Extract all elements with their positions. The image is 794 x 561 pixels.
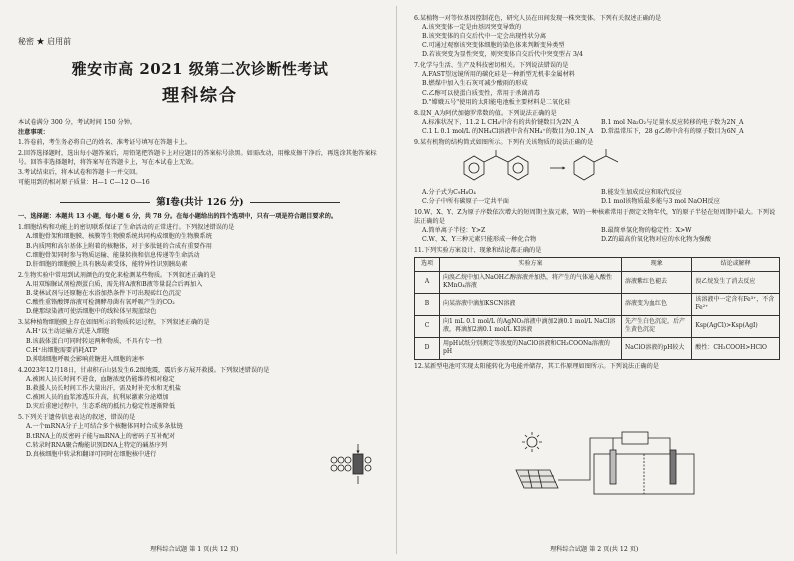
organic-structure-figure: [454, 148, 624, 188]
question-stem: 5.下列关于遗传信息表达的叙述，错误的是: [18, 414, 136, 422]
question-option: A.细胞骨架和细胞膜、核膜等生物膜系统共同构成细胞的生物膜系统: [26, 233, 212, 241]
question: [18, 223, 382, 269]
table-cell: Ksp(AgCl)>Ksp(AgI): [692, 315, 780, 337]
question-option: C.细胞骨架同时参与物质运输、能量转换和信息传递等生命活动: [26, 251, 200, 259]
question-option: B.该突变体的自交后代中一定会出现性状分离: [422, 32, 547, 40]
question-option: A.被困人员长时间不进食，血糖浓度仍能维持相对稳定: [26, 375, 175, 383]
experiment-table: [414, 257, 780, 360]
page-footer: 理科综合试题 第 1 页(共 12 页): [150, 546, 239, 553]
question-option: A.该突变体一定是由基因突变导致的: [422, 23, 522, 31]
table-cell: NaClO溶液的pH较大: [622, 337, 692, 359]
question-stem: 1.细胞结构和功能上的密切联系保证了生命活动的正常进行。下列叙述错误的是: [18, 224, 235, 232]
question-stem: 8.设N_A为阿伏加德罗常数的值。下列说法正确的是: [414, 109, 557, 117]
table-cell: C: [415, 315, 440, 337]
exam-title: 雅安市高 2021 级第二次诊断性考试: [71, 60, 329, 78]
question-option: B.能发生加成反应和取代反应: [601, 188, 682, 196]
question: [18, 366, 382, 412]
table-cell: 用pH试纸分别测定等浓度的NaClO溶液和CH₃COONa溶液的pH: [440, 337, 622, 359]
table-row: [415, 315, 780, 337]
question-option: B.最简单氢化物的稳定性：X>W: [601, 227, 692, 235]
question-stem: 10.W、X、Y、Z为原子序数依次增大的短周期主族元素，W的一种核素常用于测定文物年代，Y的原子半径在短周期中最大。下列说法正确的是: [414, 208, 776, 225]
question-option: D."嫦娥五号"使用的太阳能电池板主要材料是二氧化硅: [422, 98, 571, 106]
question-option: C.W、X、Y三种元素只能形成一种化合物: [422, 236, 537, 244]
table-header: 实验方案: [440, 258, 622, 272]
question-option: D.肝细胞的细胞膜上具有胰岛素受体，能特异性识别胰岛素: [26, 260, 188, 268]
secret-label: 秘密 ★ 启用前: [18, 37, 72, 46]
question-option: D.健那绿染液可使活细胞中的线粒体呈现蓝绿色: [26, 308, 157, 316]
table-cell: B: [415, 293, 440, 315]
note-line: 本试卷满分 300 分，考试时间 150 分钟。: [18, 119, 137, 126]
section-title: 第Ⅰ卷(共计 126 分): [18, 194, 382, 208]
question-stem: 7.化学与生活、生产及科技密切相关。下列说法错误的是: [414, 62, 569, 70]
question-option: A.分子式为C₉H₈O₄: [422, 188, 476, 196]
table-cell: 溴乙烷发生了消去反应: [692, 271, 780, 293]
question-option: B.燃煤中加入生石灰可减少酸雨的形成: [422, 80, 528, 88]
question-option: A.H⁺以主动运输方式进入细胞: [26, 328, 110, 336]
table-cell: D: [415, 337, 440, 359]
question-option: A.FAST望远镜所用的碳化硅是一种新型无机非金属材料: [422, 71, 575, 79]
question-option: D.抑制细胞呼吸会影响蔗糖进入细胞的速率: [26, 355, 145, 363]
question: [414, 138, 780, 207]
question: [414, 14, 780, 60]
question-option: D.Z的最高价氧化物对应的水化物为强酸: [601, 236, 712, 244]
table-cell: 向某溶液中滴加KSCN溶液: [440, 293, 622, 315]
question-option: D.若该突变为显性突变，则突变体自交后代中突变型占 3/4: [422, 51, 583, 59]
question-option: B.内质网和高尔基体上附着的核糖体，对于多肽链的合成有重要作用: [26, 242, 212, 250]
question-option: A.简单离子半径：Y>Z: [422, 227, 486, 235]
question-stem: 11.下列实验方案设计、现象和结论都正确的是: [414, 247, 542, 255]
question-option: C.转录时RNA聚合酶能识别DNA上特定的碱基序列: [26, 441, 168, 449]
question-option: C.酸性重铬酸钾溶液可检测酵母菌有氧呼吸产生的CO₂: [26, 299, 175, 307]
question-option: A.一个mRNA分子上可结合多个核糖体同时合成多条肽链: [26, 423, 183, 431]
question: [414, 61, 780, 107]
question: [18, 271, 382, 317]
battery-apparatus-figure: [510, 430, 700, 502]
question-stem: 2.生物实验中常用到试剂颜色的变化来检测某些物质。下列叙述正确的是: [18, 271, 216, 279]
question-option: D.1 mol该物质最多能与3 mol NaOH反应: [601, 198, 720, 206]
page-footer: 理科综合试题 第 2 页(共 12 页): [550, 546, 639, 553]
question-stem: 3.某种植物细胞膜上存在如图所示的物质转运过程，下列叙述正确的是: [18, 319, 210, 327]
exam-subject: 理科综合: [162, 86, 238, 106]
table-header: 结论或解释: [692, 258, 780, 272]
note-line: 3.考试结束后，将本试卷和答题卡一并交回。: [18, 169, 142, 177]
note-line: 2.回答选择题时，选出每小题答案后，用铅笔把答题卡上对应题目的答案标号涂黑。如需改动，用橡皮擦干净后，再选涂其他答案标号。回答非选择题时，将答案写在答题卡上，写在本试卷上无效。: [18, 149, 377, 166]
question-option: C.乙醇可以使蛋白质变性，常用于杀菌消毒: [422, 89, 540, 97]
table-cell: 该溶液中一定含有Fe³⁺，不含Fe²⁺: [692, 293, 780, 315]
question-option: D.常温常压下，28 g乙烯中含有的原子数目为6N_A: [601, 127, 744, 135]
note-line: 注意事项：: [18, 129, 49, 137]
membrane-transport-figure: [326, 440, 378, 484]
question: [18, 318, 382, 364]
question-option: C.1 L 0.1 mol/L 的NH₄Cl溶液中含有NH₄⁺的数目为0.1N_A: [422, 127, 594, 135]
question-option: C.可通过观察该突变体细胞的染色体来判断变异类型: [422, 42, 565, 50]
question-option: B.救援人员长时间工作大量出汗，需及时补充水和无机盐: [26, 385, 182, 393]
note-line: 可能用到的相对原子质量：H—1 C—12 O—16: [18, 179, 150, 187]
table-cell: 向1 mL 0.1 mol/L 的AgNO₃溶液中滴加2滴0.1 mol/L NaCl溶液，再滴加2滴0.1 mol/L KI溶液: [440, 315, 622, 337]
question-option: C.被困人员的血浆渗透压升高，抗利尿激素分泌增加: [26, 394, 169, 402]
question-option: A.标准状况下，11.2 L CH₄中含有的共价键数目为2N_A: [422, 118, 579, 126]
question-option: D.灾后重建过程中，生态系统的抵抗力稳定性逐渐降低: [26, 403, 176, 411]
question-option: B.tRNA上的反密码子能与mRNA上的密码子互补配对: [26, 432, 176, 440]
question-option: B.1 mol Na₂O₂与足量水反应转移的电子数为2N_A: [601, 118, 744, 126]
table-header: 选项: [415, 258, 440, 272]
page-divider: [396, 6, 397, 554]
table-cell: 溶液紫红色褪去: [622, 271, 692, 293]
question-stem: 12.某新型电池可实现太阳能转化为电能并储存，其工作原理如图所示。下列说法正确的是: [414, 362, 659, 370]
exam-page-left: [0, 0, 392, 561]
table-row: [415, 271, 780, 293]
question-option: D.真核细胞中转录和翻译可同时在细胞核中进行: [26, 451, 157, 458]
exam-page-right: [400, 0, 794, 561]
table-cell: 向溴乙烷中加入NaOH乙醇溶液并加热，将产生的气体通入酸性KMnO₄溶液: [440, 271, 622, 293]
question-option: C.H⁺出细胞需要消耗ATP: [26, 346, 97, 354]
table-row: [415, 337, 780, 359]
question-option: C.分子中所有碳原子一定共平面: [422, 198, 509, 206]
question-option: B.该载体蛋白可同时转运两种物质，不具有专一性: [26, 337, 163, 345]
question-option: B.斐林试剂与还原糖在水浴加热条件下可出现砖红色沉淀: [26, 290, 182, 298]
note-line: 1.答卷前，考生务必将自己的姓名、准考证号填写在答题卡上。: [18, 139, 191, 147]
question-option: A.用双缩脲试剂检测蛋白质，需先将A液和B液等量混合后再加入: [26, 280, 203, 288]
question-stem: 9.某有机物的结构简式如图所示。下列有关该物质的说法正确的是: [414, 138, 594, 146]
table-cell: 溶液变为血红色: [622, 293, 692, 315]
question-stem: 6.某植物一对等位基因控制花色，研究人员在田间发现一株突变体。下列有关叙述正确的是: [414, 14, 662, 22]
table-row: [415, 293, 780, 315]
table-cell: 先产生白色沉淀，后产生黄色沉淀: [622, 315, 692, 337]
question: [414, 109, 780, 137]
table-cell: A: [415, 271, 440, 293]
question: [414, 208, 780, 245]
table-header: 现象: [622, 258, 692, 272]
part-header: 一、选择题：本题共 13 小题，每小题 6 分，共 78 分。在每小题给出的四个选项中，只有一项是符合题目要求的。: [18, 213, 338, 221]
exam-notes: [18, 118, 382, 187]
table-cell: 酸性：CH₃COOH>HClO: [692, 337, 780, 359]
question-stem: 4.2023年12月18日，甘肃积石山县发生6.2级地震，震后多方展开救援。下列叙述错误的是: [18, 366, 270, 374]
table-header-row: [415, 258, 780, 272]
